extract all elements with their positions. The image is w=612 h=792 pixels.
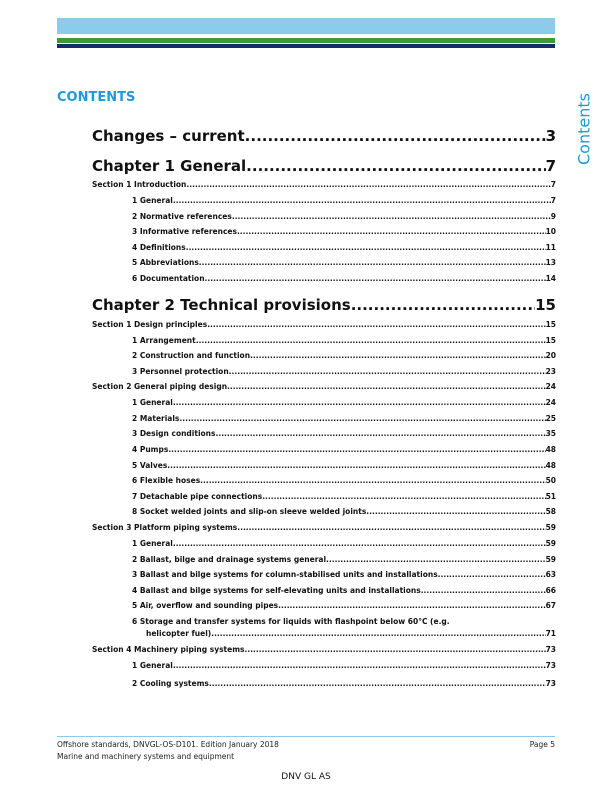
toc-item[interactable] <box>132 210 556 223</box>
toc-item-label: 1 Arrangement <box>132 335 196 345</box>
toc-item-label: 6 Flexible hoses <box>132 476 201 485</box>
toc-item[interactable] <box>132 584 556 597</box>
header-band-navy <box>57 44 555 48</box>
toc-ch2-section-1[interactable] <box>92 318 556 331</box>
toc-item-page: 20 <box>545 351 556 360</box>
toc-item-label-line1: 6 Storage and transfer systems for liquids with flashpoint below 60°C (e.g. <box>132 617 450 626</box>
toc-item[interactable] <box>132 349 556 362</box>
toc-item-page: 25 <box>545 413 556 423</box>
toc-section-page: 7 <box>550 180 556 189</box>
toc-item-page: 73 <box>545 679 556 688</box>
toc-section-label: Section 1 Introduction <box>92 180 187 189</box>
toc-item-label: 8 Socket welded joints and slip-on sleeve welded joints <box>132 507 367 516</box>
toc-changes[interactable] <box>92 125 556 147</box>
toc-section-label: Section 1 Design principles <box>92 320 208 329</box>
toc-item-label: 4 Pumps <box>132 445 169 454</box>
toc-item-label: 6 Documentation <box>132 273 205 283</box>
toc-item[interactable] <box>132 365 556 378</box>
toc-item-page: 59 <box>545 554 556 564</box>
toc-item-label: 5 Valves <box>132 460 168 470</box>
toc-item[interactable] <box>132 599 556 612</box>
toc-item[interactable] <box>132 474 556 487</box>
toc-chapter-1-title: Chapter 1 General <box>92 157 247 175</box>
toc-item-page: 58 <box>545 507 556 516</box>
toc-item[interactable] <box>132 553 556 566</box>
toc-item[interactable] <box>132 194 556 207</box>
toc-item-page: 73 <box>545 661 556 670</box>
toc-ch2-section-4[interactable] <box>92 643 556 656</box>
toc-item-page: 63 <box>545 570 556 579</box>
toc-item-label: 2 Cooling systems <box>132 679 209 688</box>
toc-item-page: 71 <box>545 629 556 638</box>
toc-item-label: 7 Detachable pipe connections <box>132 491 263 501</box>
toc-item-label: 2 Construction and function <box>132 351 251 360</box>
toc-item-label: 4 Ballast and bilge systems for self-elevating units and installations <box>132 585 421 595</box>
toc-item[interactable] <box>132 443 556 456</box>
side-label-text: Contents <box>574 93 594 165</box>
toc-item-page: 35 <box>545 429 556 438</box>
toc-item-page: 10 <box>545 227 556 236</box>
toc-item-page: 24 <box>545 398 556 407</box>
toc-section-page: 73 <box>545 645 556 654</box>
toc-item-label: 3 Personnel protection <box>132 366 229 376</box>
toc-item-page: 13 <box>545 258 556 267</box>
toc-section-page: 24 <box>545 382 556 391</box>
toc-section-page: 59 <box>545 523 556 532</box>
toc-ch1-section-1[interactable] <box>92 178 556 191</box>
toc-chapter-2-title: Chapter 2 Technical provisions <box>92 296 351 314</box>
toc-item-page: 50 <box>545 476 556 485</box>
toc-item-label: 1 General <box>132 539 173 548</box>
toc-item-label: 2 Ballast, bilge and drainage systems general <box>132 554 327 564</box>
footer-standard-title: Offshore standards, DNVGL-OS-D101. Edition January 2018 <box>57 740 279 749</box>
toc-item[interactable] <box>132 241 556 254</box>
toc-chapter-2[interactable] <box>92 294 556 316</box>
toc-item-label: 1 General <box>132 398 173 407</box>
toc-item-page: 67 <box>545 601 556 610</box>
toc-item[interactable] <box>132 568 556 581</box>
toc-item-label: 3 Design conditions <box>132 429 216 438</box>
contents-title: CONTENTS <box>57 90 136 105</box>
toc-item-label: 4 Definitions <box>132 242 186 252</box>
toc-item[interactable] <box>132 459 556 472</box>
toc-item-label: 3 Ballast and bilge systems for column-stabilised units and installations <box>132 570 438 579</box>
header-band-light <box>57 18 555 34</box>
toc-item[interactable] <box>132 412 556 425</box>
header-band-green <box>57 38 555 43</box>
footer-divider <box>57 736 555 737</box>
toc-item[interactable] <box>132 256 556 269</box>
toc-item-label: 5 Air, overflow and sounding pipes <box>132 601 279 610</box>
toc-ch2-section-3[interactable] <box>92 521 556 534</box>
toc-item-label-line2: helicopter fuel) <box>146 629 212 638</box>
toc-item[interactable] <box>132 677 556 690</box>
toc-chapter-1[interactable] <box>92 155 556 177</box>
toc-section-label: Section 4 Machinery piping systems <box>92 645 245 654</box>
footer-company: DNV GL AS <box>281 772 331 782</box>
toc-item[interactable] <box>132 490 556 503</box>
toc-section-label: Section 2 General piping design <box>92 382 228 391</box>
toc-ch2-section-2[interactable] <box>92 380 556 393</box>
toc-item-page: 48 <box>545 460 556 470</box>
toc-item-label: 2 Normative references <box>132 211 232 221</box>
toc-item-multiline[interactable] <box>132 616 556 640</box>
toc-item-page: 15 <box>545 335 556 345</box>
toc-changes-title: Changes – current <box>92 127 245 145</box>
toc-changes-page: 3 <box>545 127 556 145</box>
toc-item-label: 5 Abbreviations <box>132 258 199 267</box>
toc-item-page: 11 <box>545 242 556 252</box>
side-label <box>572 94 596 164</box>
toc-section-page: 15 <box>545 320 556 329</box>
toc-item[interactable] <box>132 537 556 550</box>
toc-item-label: 1 General <box>132 661 173 670</box>
toc-chapter-2-page: 15 <box>535 296 556 314</box>
toc-item-page: 51 <box>545 491 556 501</box>
toc-item-label: 2 Materials <box>132 413 180 423</box>
toc-item[interactable] <box>132 659 556 672</box>
toc-item-label: 3 Informative references <box>132 227 237 236</box>
footer-subtitle: Marine and machinery systems and equipment <box>57 752 235 761</box>
toc-item[interactable] <box>132 396 556 409</box>
toc-chapter-1-page: 7 <box>545 157 556 175</box>
toc-item-page: 48 <box>545 445 556 454</box>
toc-item[interactable] <box>132 427 556 440</box>
toc-section-label: Section 3 Platform piping systems <box>92 523 238 532</box>
toc-item-page: 66 <box>545 585 556 595</box>
toc-item-page: 59 <box>545 539 556 548</box>
toc-item[interactable] <box>132 225 556 238</box>
toc-item-page: 7 <box>550 196 556 205</box>
toc-item[interactable] <box>132 272 556 285</box>
toc-item[interactable] <box>132 334 556 347</box>
toc-item-page: 23 <box>545 366 556 376</box>
toc-item-label: 1 General <box>132 196 173 205</box>
footer-page-number: Page 5 <box>529 740 555 749</box>
toc-item-page: 9 <box>550 211 556 221</box>
toc-item[interactable] <box>132 505 556 518</box>
toc-item-page: 14 <box>545 273 556 283</box>
